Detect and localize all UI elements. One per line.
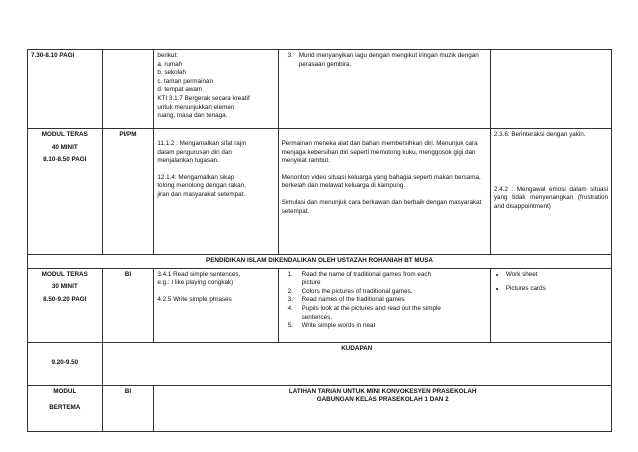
activity-cell — [278, 268, 490, 342]
subject-cell — [102, 50, 154, 129]
notes-cell: 2.3.6: Berinteraksi dengan yakin. 2.4.2 : Mengawal emosi dalam situasi yang tidak menyenangkan (frustration and disappointment) — [490, 129, 611, 255]
subject-cell: BI — [102, 385, 154, 431]
standard-cell: berikut: a. rumah b. sekolah c. taman permainan d. tempat awam KTI 3.1.7 Bergerak secara kreatif untuk menunjukkan elemen ruang, masa dan tenaga. — [154, 50, 278, 129]
table-row — [28, 268, 612, 342]
time-cell: 7.30-8.10 PAGI — [28, 50, 103, 129]
table-row — [28, 385, 612, 431]
subject-cell: BI — [102, 268, 154, 342]
list-item: 2. Colors the pictures of traditional games. — [287, 287, 413, 295]
time-cell: 9.20-9.50 — [28, 342, 103, 385]
table-row — [28, 255, 612, 269]
activity-title-cell: LATIHAN TARIAN UNTUK MINI KONVOKESYEN PRASEKOLAH GABUNGAN KELAS PRASEKOLAH 1 DAN 2 — [154, 385, 612, 431]
lesson-plan-table — [27, 49, 612, 432]
activity-cell: 3. Murid menyanyikan lagu dengan mengikut iringan muzik dengan perasaan gembira. — [278, 50, 490, 129]
list-item: 5. Write simple words in neat — [287, 322, 376, 330]
time-cell: MODUL TERAS 40 MINIT 8.10-8.50 PAGI — [28, 129, 103, 255]
standard-cell: 11.1.2 : Mengamalkan sifat rajin dalam pengurusan diri dan menjalankan tugasan. 12.1.4: Mengamalkan sikap tolong menolong dengan rakan, jiran dan masyarakat setempat. — [154, 129, 278, 255]
table-row — [28, 129, 612, 255]
subject-cell: PI/PM — [102, 129, 154, 255]
list-item: • Pictures cards — [506, 285, 608, 294]
standard-cell: 3.4.1 Read simple sentences, e.g.: I like playing congkak) 4.2.5 Write simple phrases — [154, 268, 278, 342]
resources-cell — [490, 268, 611, 342]
list-item: 3. Read names of the traditional games — [287, 296, 405, 304]
break-banner: KUDAPAN — [102, 342, 611, 385]
list-item: 4. Pupils look at the pictures and read out the simple sentences. — [287, 304, 441, 321]
table-row — [28, 50, 612, 129]
list-item: • Work sheet — [506, 271, 608, 280]
section-banner: PENDIDIKAN ISLAM DIKENDALIKAN OLEH USTAZAH ROHANIAH BT MUSA — [28, 255, 612, 269]
time-cell: MODUL TERAS 30 MINIT 8.50-9.20 PAGI — [28, 268, 103, 342]
table-row — [28, 342, 612, 385]
list-item: 1. Read the name of traditional games from each picture — [287, 270, 432, 287]
time-cell: MODUL BERTEMA — [28, 385, 103, 431]
activity-cell: Permainan meneka alat dan bahan membersihkan diri. Menunjuk cara menjaga kebersihan diri seperti memotong kuku, menggosok gigi dan menyikat rambut. Menonton video situasi keluarga yang bahagia seperti makan bersama, berkelah dan melawat keluarga di kampung. Simulasi dan menunjuk cara berkawan dan berbaik dengan masyarakat setempat. — [278, 129, 490, 255]
notes-cell — [490, 50, 611, 129]
